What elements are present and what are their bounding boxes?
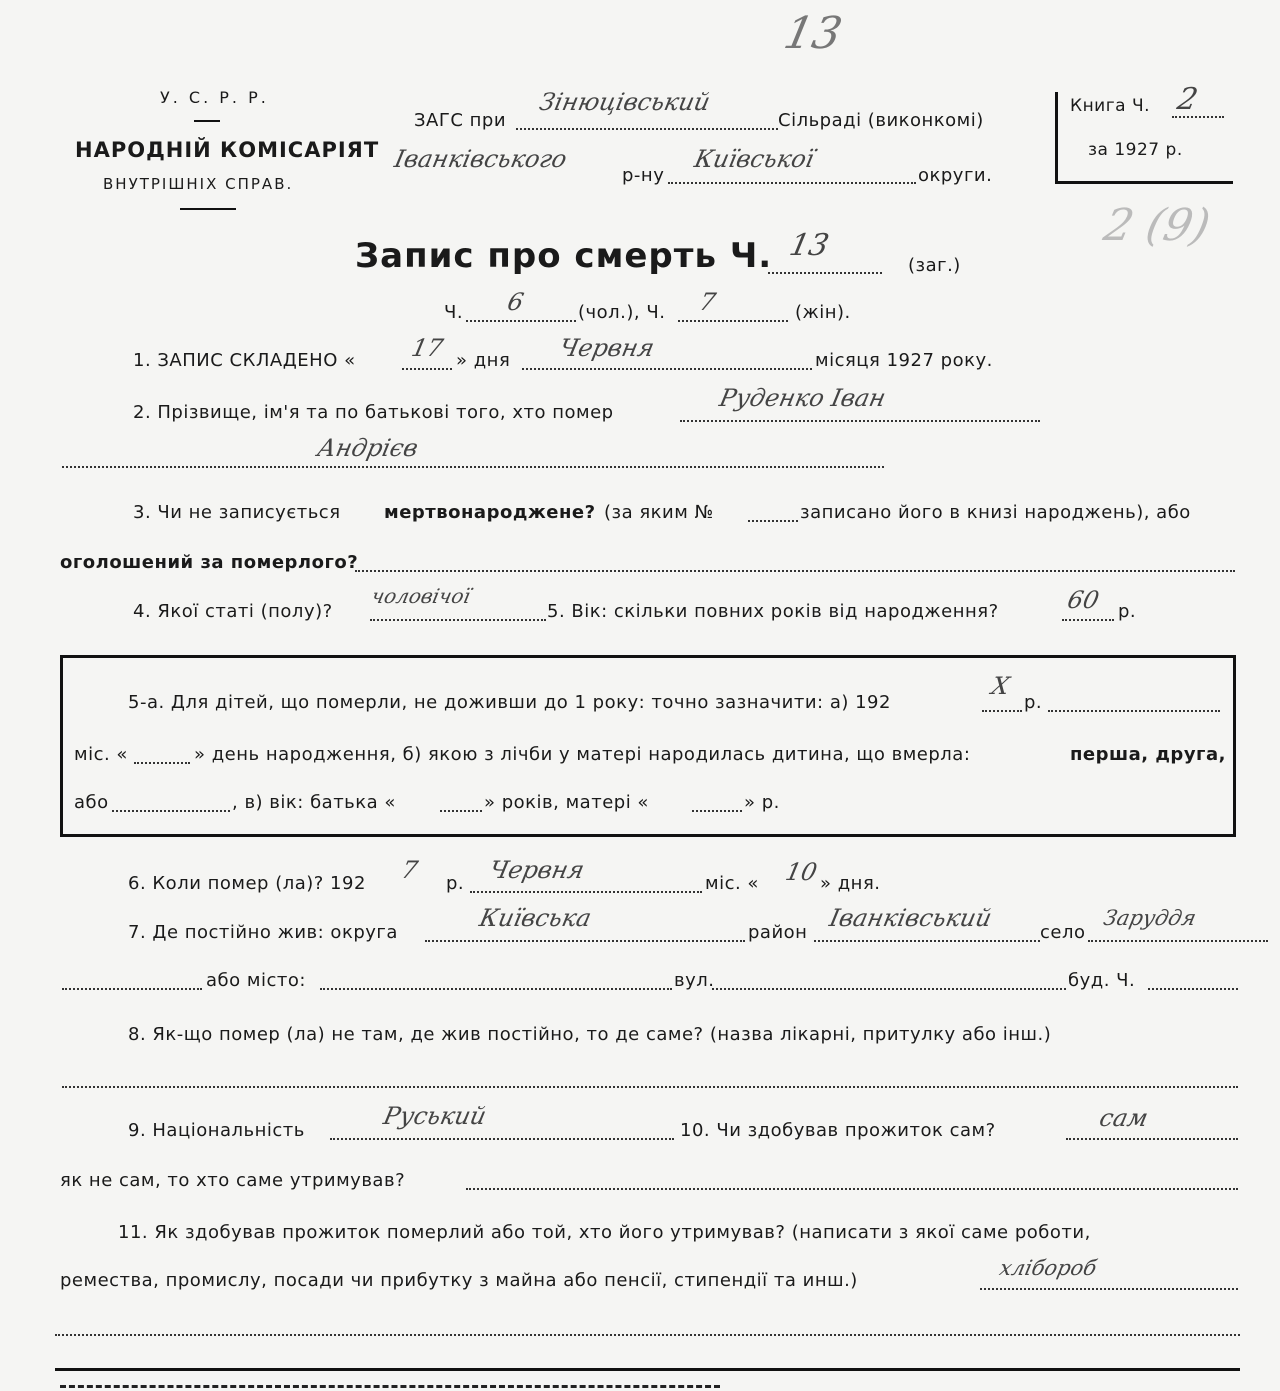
f3-a: 3. Чи не записується bbox=[133, 502, 341, 523]
header-dash-1 bbox=[194, 120, 220, 122]
f2-line-2 bbox=[62, 466, 884, 468]
f3-c: записано його в книзі народжень), або bbox=[800, 502, 1191, 523]
f5-c: міс. « bbox=[74, 744, 128, 765]
f1-label: 1. ЗАПИС СКЛАДЕНО « bbox=[133, 350, 356, 371]
f7-f: буд. Ч. bbox=[1068, 970, 1136, 991]
book-label: Книга Ч. bbox=[1070, 96, 1151, 116]
f7-raion: Іванківський bbox=[827, 904, 995, 932]
bottom-rule bbox=[55, 1368, 1240, 1371]
f7-a: 7. Де постійно жив: округа bbox=[128, 922, 398, 943]
f1-b: » дня bbox=[456, 350, 511, 371]
book-year: за 1927 р. bbox=[1088, 140, 1183, 160]
f10-line bbox=[466, 1188, 1238, 1190]
title-number-line bbox=[768, 272, 882, 274]
f9-self-line bbox=[1066, 1138, 1238, 1140]
title: Запис про смерть Ч. bbox=[355, 236, 773, 276]
okruh-label: округи. bbox=[918, 165, 993, 186]
book-box-left bbox=[1055, 92, 1058, 184]
f5-first-second: перша, друга, bbox=[1070, 744, 1226, 765]
f1-day-line bbox=[402, 368, 452, 370]
f7-okruh: Київська bbox=[477, 904, 594, 932]
okruh-hw: Київської bbox=[692, 145, 817, 173]
f1-month-line bbox=[522, 368, 812, 370]
female-num: 7 bbox=[697, 288, 719, 316]
subcount-female: (жін). bbox=[795, 302, 851, 323]
f3-stillborn: мертвонароджене? bbox=[384, 502, 596, 523]
f6-month: Червня bbox=[487, 856, 587, 884]
header-commissariat: НАРОДНІЙ КОМІСАРІЯТ bbox=[75, 138, 380, 162]
f5-a: 5-а. Для дітей, що померли, не доживши до 1 року: точно зазначити: а) 192 bbox=[128, 692, 891, 713]
f5-year-tail bbox=[1048, 710, 1220, 712]
f9-nat-line bbox=[330, 1138, 674, 1140]
header-ussr: У. С. Р. Р. bbox=[160, 88, 269, 107]
f2-patronymic: Андрієв bbox=[315, 434, 421, 462]
subcount-ch: Ч. bbox=[444, 302, 464, 323]
f11-b: ремества, промислу, посади чи прибутку з майна або пенсії, стипендії та инш.) bbox=[60, 1270, 858, 1291]
f6-day: 10 bbox=[783, 858, 820, 886]
f6-a: 6. Коли помер (ла)? 192 bbox=[128, 873, 366, 894]
f7-city-line bbox=[320, 988, 672, 990]
f6-year: 7 bbox=[399, 856, 421, 884]
f4-c: р. bbox=[1118, 601, 1137, 622]
header-internal: ВНУТРІШНІХ СПРАВ. bbox=[103, 175, 294, 193]
margin-note: 2 (9) bbox=[1099, 200, 1215, 251]
f8-line bbox=[62, 1086, 1238, 1088]
f9-self: сам bbox=[1097, 1104, 1151, 1132]
f4-sex-line bbox=[370, 619, 546, 621]
f10-label: як не сам, то хто саме утримував? bbox=[60, 1170, 406, 1191]
f1-day: 17 bbox=[409, 334, 446, 362]
f3-b: (за яким № bbox=[604, 502, 714, 523]
f1-month: Червня bbox=[557, 334, 657, 362]
corner-number: 13 bbox=[779, 8, 847, 59]
f5-or-line bbox=[112, 810, 230, 812]
book-number-line bbox=[1172, 116, 1224, 118]
f5-h: » років, матері « bbox=[484, 792, 649, 813]
f11-a: 11. Як здобував прожиток померлий або той, хто його утримував? (написати з якої саме роботи, bbox=[118, 1222, 1091, 1243]
f7-d: або місто: bbox=[206, 970, 306, 991]
f6-b: р. bbox=[446, 873, 465, 894]
f3-num-line bbox=[748, 520, 798, 522]
f11-line-2 bbox=[55, 1334, 1240, 1336]
f7-line-2 bbox=[62, 988, 202, 990]
zags-village: Зінюцівський bbox=[537, 88, 713, 116]
f5-b: р. bbox=[1024, 692, 1043, 713]
f3-line-2 bbox=[355, 570, 1235, 572]
raion-label: р-ну bbox=[622, 165, 665, 186]
male-num: 6 bbox=[505, 288, 527, 316]
f11-line-1 bbox=[980, 1288, 1238, 1290]
f2-line-1 bbox=[680, 420, 1040, 422]
f5-father-line bbox=[440, 810, 482, 812]
f7-okruh-line bbox=[425, 940, 745, 942]
bottom-cut-line bbox=[60, 1385, 720, 1388]
zags-prefix: ЗАГС при bbox=[414, 110, 507, 131]
f4-a: 4. Якої статі (полу)? bbox=[133, 601, 333, 622]
f5-g: , в) вік: батька « bbox=[232, 792, 396, 813]
f7-raion-line bbox=[814, 940, 1040, 942]
title-number: 13 bbox=[786, 228, 832, 263]
book-number: 2 bbox=[1174, 82, 1201, 117]
book-box-bottom bbox=[1055, 181, 1233, 184]
f7-selo: Заруддя bbox=[1101, 906, 1199, 930]
header-dash-2 bbox=[180, 208, 236, 210]
f8-label: 8. Як-що помер (ла) не там, де жив постійно, то де саме? (назва лікарні, притулку або інш.) bbox=[128, 1024, 1052, 1045]
f7-b: район bbox=[748, 922, 808, 943]
f4-age: 60 bbox=[1065, 586, 1102, 614]
f4-b: 5. Вік: скільки повних років від народження? bbox=[547, 601, 999, 622]
f5-f: або bbox=[74, 792, 109, 813]
f1-c: місяця 1927 року. bbox=[815, 350, 993, 371]
raion-hw: Іванківського bbox=[392, 145, 570, 173]
f6-month-line bbox=[470, 891, 702, 893]
f5-year-line bbox=[982, 710, 1022, 712]
okruh-line bbox=[668, 182, 916, 184]
f5-x: Х bbox=[989, 672, 1013, 700]
f7-street-line bbox=[712, 988, 1066, 990]
f9-nationality: Руський bbox=[381, 1102, 489, 1130]
zags-village-line bbox=[516, 128, 778, 130]
f5-mother-line bbox=[692, 810, 742, 812]
f7-e: вул. bbox=[674, 970, 715, 991]
f9-b: 10. Чи здобував прожиток сам? bbox=[680, 1120, 996, 1141]
f7-house-line bbox=[1148, 988, 1238, 990]
male-line bbox=[466, 320, 576, 322]
title-suffix: (заг.) bbox=[908, 255, 961, 276]
f6-d: » дня. bbox=[820, 873, 881, 894]
f5-i: » р. bbox=[744, 792, 780, 813]
f3-declared-dead: оголошений за померлого? bbox=[60, 552, 359, 573]
f9-a: 9. Національність bbox=[128, 1120, 305, 1141]
f2-name: Руденко Іван bbox=[717, 384, 889, 412]
female-line bbox=[678, 320, 788, 322]
f5-month-line bbox=[134, 762, 190, 764]
f5-d: » день народження, б) якою з лічби у матері народилась дитина, що вмерла: bbox=[194, 744, 971, 765]
f11-occupation: хлібороб bbox=[997, 1256, 1099, 1280]
f4-age-line bbox=[1062, 619, 1114, 621]
f4-sex: чоловічої bbox=[369, 584, 473, 608]
f7-c: село bbox=[1040, 922, 1086, 943]
f2-label: 2. Прізвище, ім'я та по батькові того, хто помер bbox=[133, 402, 614, 423]
zags-suffix: Сільраді (виконкомі) bbox=[778, 110, 984, 131]
f6-c: міс. « bbox=[705, 873, 759, 894]
subcount-male: (чол.), Ч. bbox=[578, 302, 666, 323]
f7-selo-line bbox=[1088, 940, 1268, 942]
